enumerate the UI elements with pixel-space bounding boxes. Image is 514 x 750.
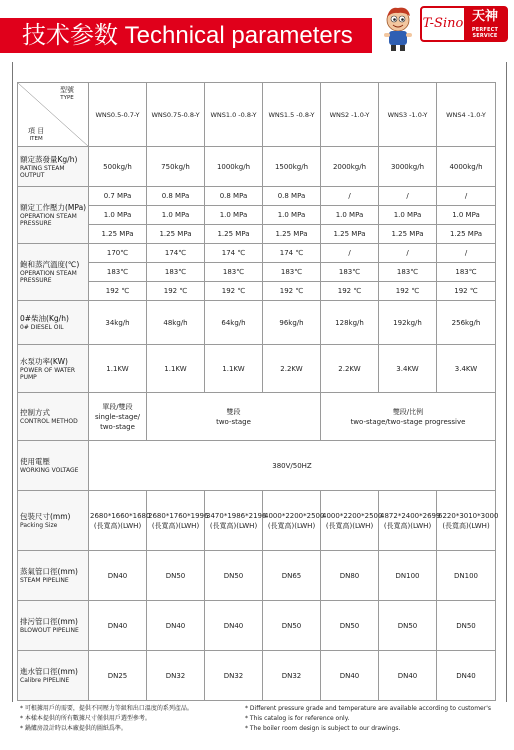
table-cell: / (437, 244, 496, 263)
table-row (18, 301, 496, 345)
packing-size: 4000*2200*2500 (322, 511, 383, 520)
corner-type (60, 86, 74, 102)
page-title: 技术参数 Technical parameters (0, 18, 372, 53)
row-label-en: CONTROL METHOD (20, 418, 78, 425)
model-name: WNS0.5-0.7-Y (89, 83, 147, 147)
table-cell: / (321, 244, 379, 263)
model-header-row (18, 83, 496, 147)
row-label-en: BLOWOUT PIPELINE (20, 627, 79, 634)
table-cell: DN80 (321, 551, 379, 601)
table-cell: 192 ℃ (379, 282, 437, 301)
table-cell: DN100 (437, 551, 496, 601)
packing-unit: (長寬高)(LWH) (325, 521, 374, 530)
table-cell: 3.4KW (437, 345, 496, 393)
row-label-cn: 飽和蒸汽溫度(℃) (20, 260, 80, 269)
table-cell: DN40 (437, 651, 496, 701)
row-label-en: OPERATION STEAM PRESSURE (20, 270, 77, 284)
row-label-cn: 0#柴油(Kg/h) (20, 314, 69, 323)
table-cell: 1.25 MPa (321, 225, 379, 244)
table-cell: 0.8 MPa (263, 187, 321, 206)
table-cell: 192 ℃ (205, 282, 263, 301)
table-cell: 96kg/h (263, 301, 321, 345)
table-cell: 1.1KW (205, 345, 263, 393)
brand-logo (420, 6, 508, 42)
table-cell: 1000kg/h (205, 147, 263, 187)
model-name: WNS1.0 -0.8-Y (205, 83, 263, 147)
table-cell: 1.0 MPa (205, 206, 263, 225)
table-cell: 192 ℃ (437, 282, 496, 301)
packing-size: 3470*1986*2196 (206, 511, 267, 520)
row-label-cn: 額定工作壓力(MPa) (20, 203, 87, 212)
corner-type-en: TYPE (60, 95, 74, 101)
table-cell: 0.8 MPa (205, 187, 263, 206)
table-cell: 4000kg/h (437, 147, 496, 187)
table-cell: 3.4KW (379, 345, 437, 393)
row-label-en: Packing Size (20, 522, 58, 529)
table-cell: DN32 (205, 651, 263, 701)
table-cell: 1.0 MPa (321, 206, 379, 225)
table-cell: 128kg/h (321, 301, 379, 345)
spec-table (17, 82, 499, 701)
model-name: WNS1.5 -0.8-Y (263, 83, 321, 147)
footer-note: * Different pressure grade and temperature are available according to customer's (245, 705, 491, 712)
table-cell: 1.25 MPa (437, 225, 496, 244)
row-label (18, 393, 89, 441)
table-cell: 2000kg/h (321, 147, 379, 187)
table-cell (263, 491, 325, 551)
table-cell (437, 491, 499, 551)
table-cell: 183℃ (89, 263, 147, 282)
corner-item-cn: 項 目 (28, 127, 45, 135)
table-cell: / (379, 187, 437, 206)
row-label-en: RATING STEAM OUTPUT (20, 164, 65, 179)
row-label-cn: 包裝尺寸(mm) (20, 512, 71, 521)
table-cell: DN40 (321, 651, 379, 701)
table-cell: 64kg/h (205, 301, 263, 345)
control-group-3 (321, 393, 496, 441)
table-cell: DN50 (437, 601, 496, 651)
control-group-cn: 雙段/比例 (392, 407, 424, 416)
table-cell: 2.2KW (321, 345, 379, 393)
table-cell: 0.8 MPa (147, 187, 205, 206)
packing-unit: (長寬高)(LWH) (267, 521, 316, 530)
row-label-en: WORKING VOLTAGE (20, 467, 79, 474)
table-cell: DN25 (89, 651, 147, 701)
table-cell: DN40 (205, 601, 263, 651)
table-cell: 1.25 MPa (205, 225, 263, 244)
row-label (18, 601, 89, 651)
row-label (18, 491, 89, 551)
table-cell: DN32 (263, 651, 321, 701)
table-cell: 3000kg/h (379, 147, 437, 187)
control-group-2 (147, 393, 321, 441)
model-name: WNS2 -1.0-Y (321, 83, 379, 147)
packing-unit: (長寬高)(LWH) (151, 521, 200, 530)
table-row (18, 225, 496, 244)
footer-note: * This catalog is for reference only. (245, 715, 350, 722)
logo-wordmark: T-Sino (422, 16, 464, 31)
table-row (18, 441, 496, 491)
table-row (18, 345, 496, 393)
table-cell: / (321, 187, 379, 206)
table-cell: 183℃ (437, 263, 496, 282)
table-row (18, 147, 496, 187)
table-cell: 183℃ (205, 263, 263, 282)
packing-unit: (長寬高)(LWH) (93, 521, 142, 530)
packing-size: 4872*2400*2699 (380, 511, 441, 520)
table-cell: 174℃ (147, 244, 205, 263)
table-cell: 1.25 MPa (379, 225, 437, 244)
table-cell: 183℃ (379, 263, 437, 282)
footer-notes-cn (20, 704, 250, 734)
table-cell: 34kg/h (89, 301, 147, 345)
table-cell: 170℃ (89, 244, 147, 263)
footer-note: * 本樣本提供的所有數據尺寸僅供用戶選型參考。 (20, 715, 151, 722)
table-cell: 183℃ (321, 263, 379, 282)
table-cell (321, 491, 383, 551)
table-row (18, 651, 496, 701)
table-cell: 0.7 MPa (89, 187, 147, 206)
table-cell: 256kg/h (437, 301, 496, 345)
table-cell: DN40 (89, 601, 147, 651)
control-group-cn: 雙段 (226, 407, 241, 416)
corner-header (18, 83, 89, 147)
footer-note: * 鍋爐房設計時以本廠提供的圖紙爲準。 (20, 725, 127, 732)
table-cell: 2.2KW (263, 345, 321, 393)
row-label (18, 651, 89, 701)
footer-note: * 可根據用戶的需要，提供不同壓力等級和出口溫度的系列產品。 (20, 705, 193, 712)
model-name: WNS4 -1.0-Y (437, 83, 496, 147)
table-cell: 192 ℃ (263, 282, 321, 301)
model-name: WNS3 -1.0-Y (379, 83, 437, 147)
row-label (18, 147, 89, 187)
table-row (18, 551, 496, 601)
table-row (18, 491, 496, 551)
table-cell: DN50 (263, 601, 321, 651)
row-label (18, 187, 89, 244)
header (0, 0, 514, 58)
table-row (18, 263, 496, 282)
packing-unit: (長寬高)(LWH) (442, 521, 490, 530)
table-cell: 174 ℃ (263, 244, 321, 263)
footer-notes-en (245, 704, 505, 734)
row-label-en: 0# DIESEL OIL (20, 324, 64, 331)
logo-cn-text: 天神 (471, 9, 498, 24)
corner-type-cn: 型號 (60, 86, 74, 94)
table-cell: 500kg/h (89, 147, 147, 187)
table-row (18, 187, 496, 206)
packing-size: 4000*2200*2500 (264, 511, 325, 520)
table-cell: DN40 (147, 601, 205, 651)
row-label-cn: 進水管口徑(mm) (20, 667, 78, 676)
control-group-en: two-stage (216, 417, 251, 426)
voltage-value: 380V/50HZ (89, 441, 496, 491)
control-group-en: single-stage/ two-stage (94, 412, 141, 431)
table-cell (147, 491, 209, 551)
table-cell: 1.0 MPa (379, 206, 437, 225)
table-cell: DN65 (263, 551, 321, 601)
table-cell: 183℃ (263, 263, 321, 282)
table-cell: 1.25 MPa (263, 225, 321, 244)
table-cell: 192 ℃ (321, 282, 379, 301)
mascot-icon (378, 4, 418, 52)
table-cell (205, 491, 267, 551)
table-cell: 1500kg/h (263, 147, 321, 187)
control-group-en: two-stage/two-stage progressive (350, 417, 466, 426)
model-name: WNS0.75-0.8-Y (147, 83, 205, 147)
packing-unit: (長寬高)(LWH) (209, 521, 258, 530)
table-cell: 750kg/h (147, 147, 205, 187)
row-label-en: OPERATION STEAM PRESSURE (20, 213, 77, 227)
row-label-cn: 排污管口徑(mm) (20, 617, 78, 626)
control-group-1 (89, 393, 147, 441)
row-label-en: POWER OF WATER PUMP (20, 366, 76, 381)
table-cell: 192 ℃ (89, 282, 147, 301)
table-cell: 1.0 MPa (263, 206, 321, 225)
corner-item-en: ITEM (29, 136, 43, 142)
row-label-cn: 額定蒸發量Kg/h) (20, 154, 78, 164)
table-cell: DN50 (379, 601, 437, 651)
table-cell: DN40 (379, 651, 437, 701)
table-cell: 1.1KW (147, 345, 205, 393)
packing-size: 2680*1660*1680 (90, 511, 151, 520)
row-label (18, 345, 89, 393)
packing-size: 2680*1760*1996 (148, 511, 209, 520)
table-row (18, 206, 496, 225)
table-row (18, 244, 496, 263)
row-label-en: STEAM PIPELINE (20, 577, 69, 584)
table-cell: / (437, 187, 496, 206)
corner-item (28, 127, 44, 143)
table-cell: 1.0 MPa (147, 206, 205, 225)
table-cell: 1.25 MPa (89, 225, 147, 244)
row-label (18, 244, 89, 301)
control-group-cn: 單段/雙段 (102, 402, 133, 411)
row-label (18, 441, 89, 491)
row-label (18, 301, 89, 345)
row-label-cn: 水泵功率(KW) (20, 356, 68, 366)
table-cell: 1.0 MPa (89, 206, 147, 225)
row-label-en: Calibre PIPELINE (20, 677, 70, 684)
table-cell (89, 491, 151, 551)
table-row (18, 601, 496, 651)
footer-note: * The boiler room design is subject to our drawings. (245, 725, 401, 732)
table-row (18, 282, 496, 301)
row-label (18, 551, 89, 601)
table-cell: 1.1KW (89, 345, 147, 393)
table-cell: 48kg/h (147, 301, 205, 345)
table-cell: 174 ℃ (205, 244, 263, 263)
table-cell: 1.0 MPa (437, 206, 496, 225)
table-cell: DN50 (147, 551, 205, 601)
table-cell: DN100 (379, 551, 437, 601)
row-label-cn: 蒸氣管口徑(mm) (20, 567, 78, 576)
table-cell: 183℃ (147, 263, 205, 282)
table-cell: 192kg/h (379, 301, 437, 345)
table-cell: DN50 (321, 601, 379, 651)
row-label-cn: 控制方式 (20, 408, 50, 417)
table-cell (379, 491, 441, 551)
row-label-cn: 使用電壓 (20, 457, 50, 466)
table-cell: DN32 (147, 651, 205, 701)
packing-size: 6220*3010*3000 (438, 511, 499, 520)
logo-badge (464, 8, 506, 40)
table-row (18, 393, 496, 441)
table-cell: DN50 (205, 551, 263, 601)
table-cell: 192 ℃ (147, 282, 205, 301)
table-cell: / (379, 244, 437, 263)
table-cell: 1.25 MPa (147, 225, 205, 244)
packing-unit: (長寬高)(LWH) (383, 521, 432, 530)
table-cell: DN40 (89, 551, 147, 601)
logo-en-text: PERFECT SERVICE (471, 27, 499, 39)
